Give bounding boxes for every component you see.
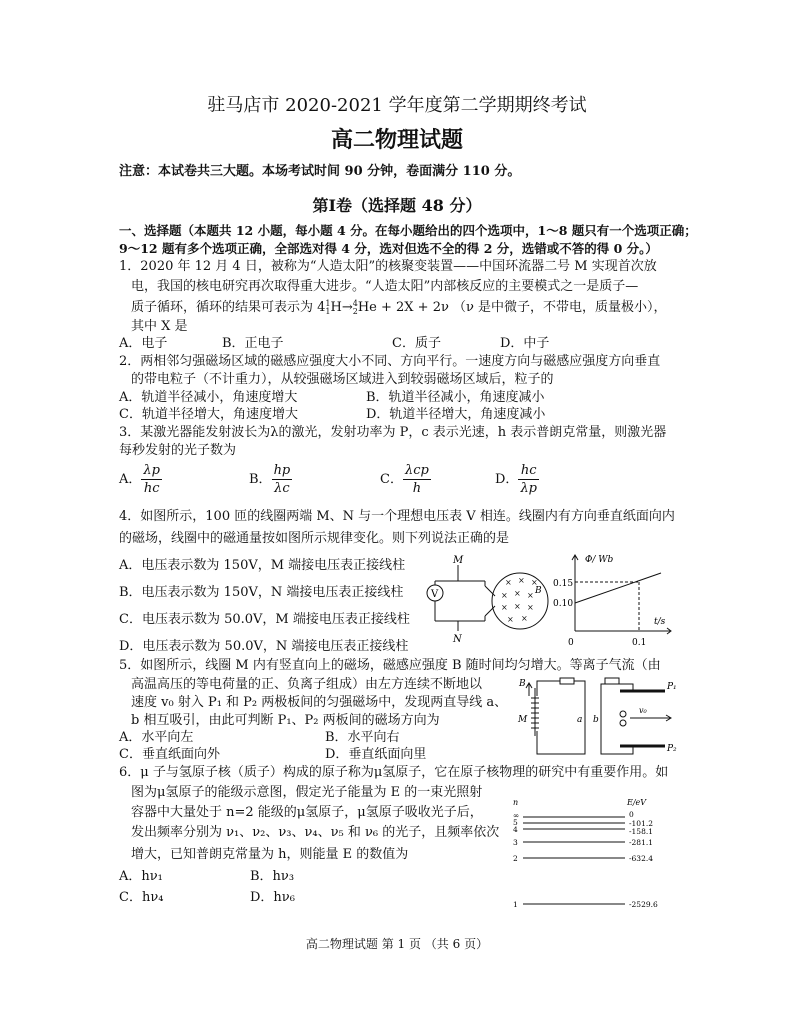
svg-text:×: × [518, 576, 525, 585]
level-e-inf: 0 [629, 810, 634, 819]
graph-ytick-010: 0.10 [553, 599, 574, 609]
q2-line1: 2．两相邻匀强磁场区域的磁感应强度大小不同、方向平行。一速度方向与磁感应强度方向垂直 [119, 354, 661, 369]
q1-option-d: D．中子 [500, 336, 550, 351]
q6-line2: 图为μ氢原子的能级示意图，假定光子能量为 E 的一束光照射 [131, 785, 483, 800]
svg-text:×: × [514, 589, 521, 598]
q5-label-b-wire: b [593, 715, 599, 725]
q4-figure [425, 553, 675, 648]
q3-line1: 3．某激光器能发射波长为λ的激光，发射功率为 P，c 表示光速，h 表示普朗克常量，则激光器 [119, 425, 667, 440]
q5-line3: 速度 v₀ 射入 P₁ 和 P₂ 两极板间的匀强磁场中，发现两直导线 a、 [131, 695, 508, 710]
q5-label-a: a [577, 715, 583, 725]
level-e-2: -632.4 [629, 854, 654, 863]
q4-label-m: M [453, 555, 464, 566]
svg-text:×: × [527, 591, 534, 600]
level-n-4: 4 [513, 825, 518, 834]
graph-xlabel: t/s [654, 617, 666, 627]
level-e-3: -281.1 [629, 838, 654, 847]
q6-option-c: C．hν₄ [119, 890, 164, 905]
q5-option-a: A．水平向左 [119, 730, 194, 745]
magnetic-field-crosses [501, 576, 538, 624]
exam-notice: 注意：本试卷共三大题。本场考试时间 90 分钟，卷面满分 110 分。 [119, 164, 521, 179]
graph-ytick-015: 0.15 [553, 579, 574, 589]
svg-text:×: × [507, 615, 514, 624]
q6-line5: 增大，已知普朗克常量为 h，则能量 E 的数值为 [131, 847, 409, 862]
level-n-1: 1 [513, 900, 518, 909]
q5-option-b: B．水平向右 [325, 730, 400, 745]
q3-option-b: B． $\frac{hp}{\lambda c}$ [249, 463, 291, 496]
q2-option-b: B．轨道半径减小，角速度减小 [366, 390, 545, 405]
graph-origin: 0 [568, 638, 574, 648]
q4-option-d: D．电压表示数为 50.0V，N 端接电压表正接线柱 [119, 639, 409, 654]
q6-option-b: B．hν₃ [250, 869, 295, 884]
q2-option-a: A．轨道半径减小，角速度增大 [119, 390, 298, 405]
level-n-inf: ∞ [513, 811, 520, 820]
svg-text:×: × [501, 603, 508, 612]
graph-ylabel: Φ/ Wb [585, 555, 614, 565]
coil-windings [531, 698, 539, 728]
level-e-header: E/eV [627, 798, 647, 807]
q4-label-b: B [535, 586, 542, 596]
q5-line1: 5．如图所示，线圈 M 内有竖直向上的磁场，磁感应强度 B 随时间均匀增大。等离子气流（由 [119, 658, 661, 673]
q3-line2: 每秒发射的光子数为 [119, 443, 237, 458]
section-instructions-line1: 一、选择题（本题共 12 小题，每小题 4 分。在每小题给出的四个选项中，1～8 题只有一个选项正确； [119, 223, 697, 238]
q5-option-c: C．垂直纸面向外 [119, 747, 220, 762]
svg-text:×: × [514, 602, 521, 611]
q5-line2: 高温高压的等电荷量的正、负离子组成）由左方连续不断地以 [131, 677, 483, 692]
q5-label-v0: v₀ [639, 706, 647, 715]
q1-option-b: B．正电子 [222, 336, 284, 351]
flux-line [575, 573, 661, 603]
exam-subtitle: 高二物理试题 [330, 127, 463, 153]
q4-option-c: C．电压表示数为 50.0V，M 端接电压表正接线柱 [119, 612, 410, 627]
q1-option-c: C．质子 [392, 336, 441, 351]
level-n-5: 5 [513, 818, 518, 827]
level-e-5: -101.2 [629, 819, 654, 828]
graph-xtick-01: 0.1 [632, 638, 647, 648]
q4-label-n: N [453, 634, 462, 645]
q5-label-m: M [518, 715, 528, 725]
svg-text:×: × [527, 603, 534, 612]
q4-line1: 4．如图所示，100 匝的线圈两端 M、N 与一个理想电压表 V 相连。线圈内有方向垂直纸面向内 [119, 509, 675, 524]
section-instructions-line2: 9～12 题有多个选项正确，全部选对得 4 分，选对但选不全的得 2 分，选错或不答的得 0 分。） [119, 241, 658, 256]
q4-line2: 的磁场，线圈中的磁通量按如图所示规律变化。则下列说法正确的是 [119, 531, 510, 546]
q1-line4: 其中 X 是 [131, 319, 188, 334]
q2-line2: 的带电粒子（不计重力），从较强磁场区域进入到较弱磁场区域后，粒子的 [131, 372, 554, 387]
q2-option-c: C．轨道半径增大，角速度增大 [119, 407, 298, 422]
q5-label-b: B [519, 679, 526, 689]
q1-line2: 电，我国的核电研究再次取得重大进步。“人造太阳”内部核反应的主要模式之一是质子— [131, 279, 639, 294]
q5-label-p1: P₁ [667, 682, 677, 692]
q6-line1: 6．μ 子与氢原子核（质子）构成的原子称为μ氢原子，它在原子核物理的研究中有重要作用。如 [119, 765, 669, 780]
q5-figure [515, 676, 690, 761]
q6-line3: 容器中大量处于 n=2 能级的μ氢原子，μ氢原子吸收光子后， [131, 805, 483, 820]
level-n-2: 2 [513, 854, 518, 863]
svg-text:×: × [505, 578, 512, 587]
q1-line3: 质子循环，循环的结果可表示为 4 1 1 H→ 4 2 He + 2X + 2ν （ν 是中微子，不带电，质量极小）， [131, 298, 667, 316]
energy-level-diagram [505, 795, 690, 915]
q5-option-d: D．垂直纸面向里 [325, 747, 427, 762]
q6-line4: 发出频率分别为 ν₁、ν₂、ν₃、ν₄、ν₅ 和 ν₆ 的光子，且频率依次 [131, 825, 500, 840]
q4-option-a: A．电压表示数为 150V，M 端接电压表正接线柱 [119, 558, 406, 573]
q5-label-p2: P₂ [667, 744, 677, 754]
voltmeter-label: V [431, 589, 439, 600]
q3-option-a: A． $\frac{\lambda p}{hc}$ [119, 463, 160, 496]
q3-option-d: D． $\frac{hc}{\lambda p}$ [495, 463, 537, 496]
q2-option-d: D．轨道半径增大，角速度减小 [366, 407, 546, 422]
q5-line4: b 相互吸引，由此可判断 P₁、P₂ 两板间的磁场方向为 [131, 713, 440, 728]
q6-option-d: D．hν₆ [250, 890, 295, 905]
q1-option-a: A．电子 [119, 336, 168, 351]
q3-option-c: C． $\frac{\text{λcp}}{h}$ [380, 463, 429, 496]
level-n-header: n [513, 798, 519, 807]
level-e-1: -2529.6 [629, 900, 658, 909]
q4-option-b: B．电压表示数为 150V，N 端接电压表正接线柱 [119, 585, 404, 600]
part-heading: 第Ⅰ卷（选择题 48 分） [312, 196, 482, 215]
page-footer: 高二物理试题 第 1 页 （共 6 页） [305, 937, 489, 951]
level-e-4: -158.1 [629, 827, 654, 836]
q6-option-a: A．hν₁ [119, 869, 163, 884]
svg-text:×: × [531, 578, 538, 587]
level-n-3: 3 [513, 838, 518, 847]
svg-text:×: × [521, 614, 528, 623]
q1-line1: 1．2020 年 12 月 4 日，被称为“人造太阳”的核聚变装置——中国环流器二号 M 实现首次放 [119, 259, 657, 274]
svg-text:×: × [501, 591, 508, 600]
exam-title: 驻马店市 2020-2021 学年度第二学期期终考试 [207, 95, 587, 116]
